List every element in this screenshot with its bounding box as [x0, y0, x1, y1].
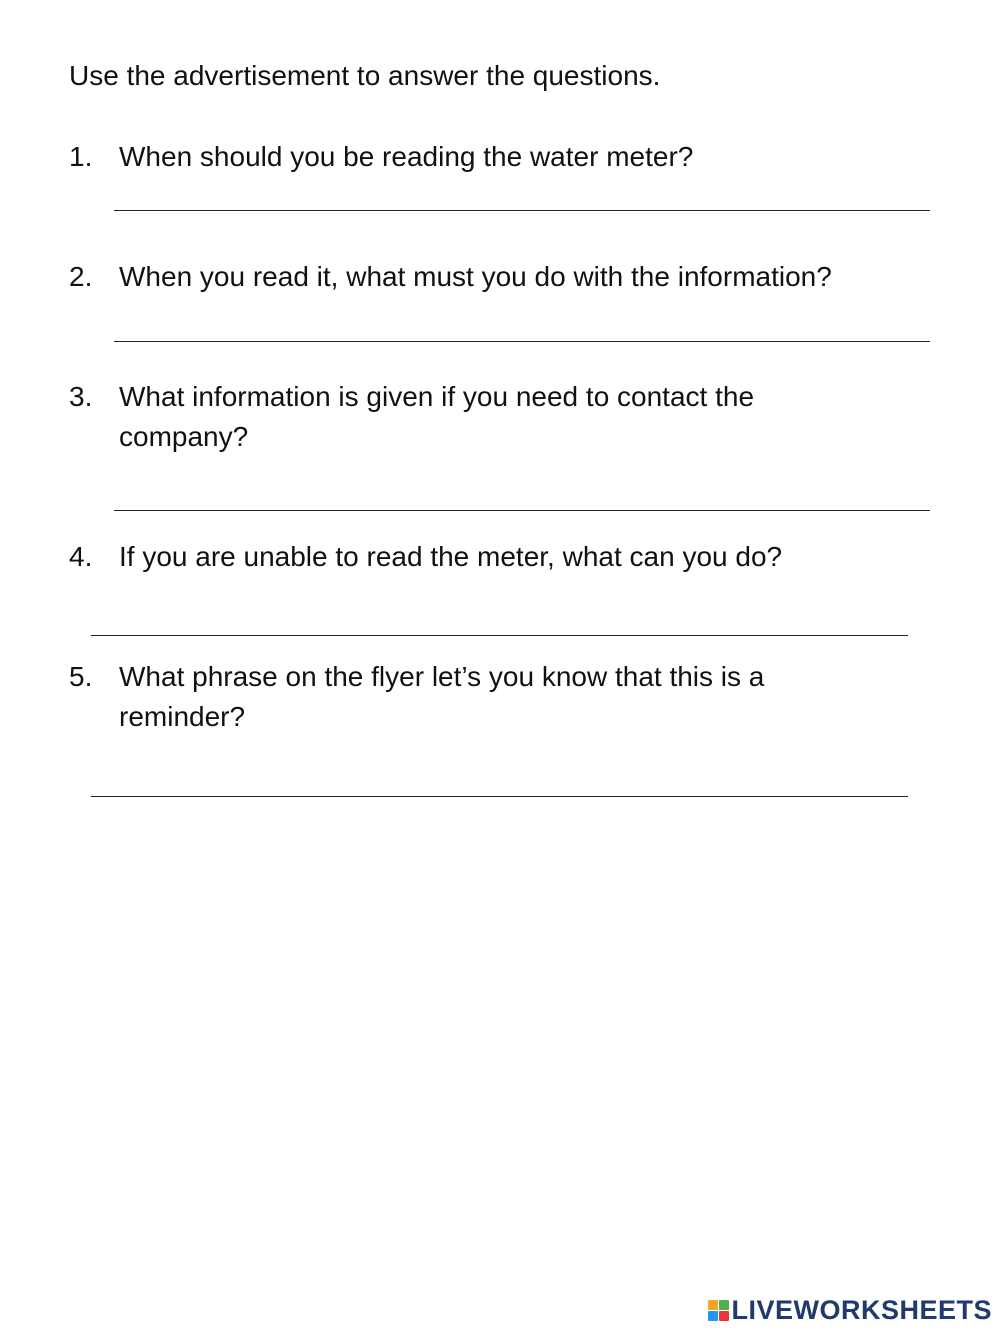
question-number: 1.	[69, 141, 93, 172]
answer-line-3[interactable]	[114, 510, 930, 511]
question-text: When should you be reading the water meter?	[119, 141, 694, 172]
liveworksheets-blocks-icon	[708, 1300, 729, 1321]
question-number: 3.	[69, 381, 93, 412]
instructions-text: Use the advertisement to answer the questions.	[69, 60, 661, 91]
question-number: 2.	[69, 261, 93, 292]
question-1	[69, 137, 879, 177]
question-text: When you read it, what must you do with the information?	[119, 261, 832, 292]
answer-line-2[interactable]	[114, 341, 930, 342]
question-text: What phrase on the flyer let’s you know that this is a reminder?	[119, 661, 765, 732]
question-text: What information is given if you need to contact the company?	[119, 381, 755, 452]
answer-line-1[interactable]	[114, 210, 930, 211]
answer-line-4[interactable]	[91, 635, 908, 636]
question-2	[69, 257, 879, 297]
answer-line-5[interactable]	[91, 796, 908, 797]
question-4	[69, 537, 879, 577]
question-number: 4.	[69, 541, 93, 572]
question-5	[69, 657, 879, 737]
question-text: If you are unable to read the meter, what can you do?	[119, 541, 783, 572]
logo-text: LIVEWORKSHEETS	[731, 1295, 992, 1325]
question-3	[69, 377, 879, 457]
liveworksheets-logo	[708, 1295, 992, 1326]
question-number: 5.	[69, 661, 93, 692]
